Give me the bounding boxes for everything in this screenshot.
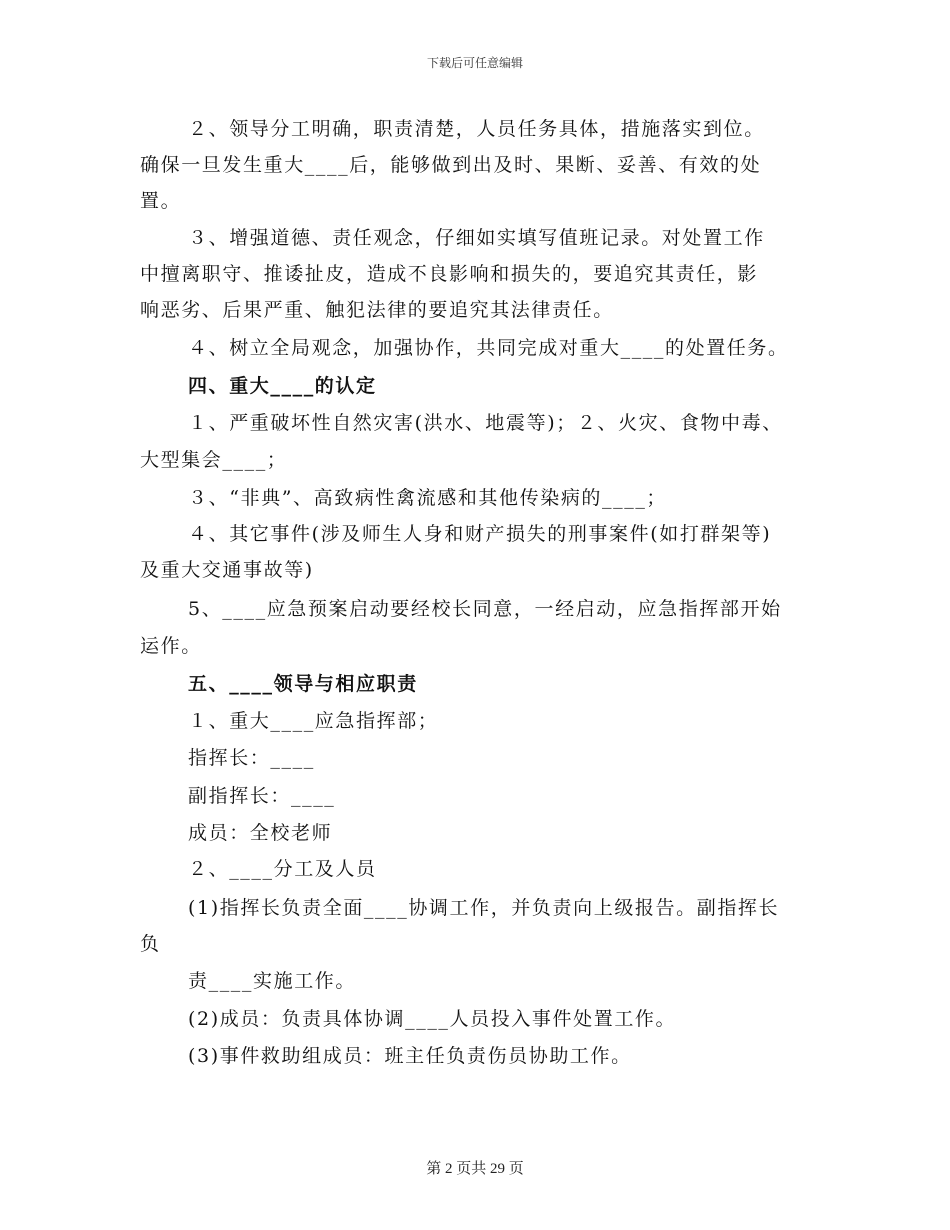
section-heading: 五、____领导与相应职责: [188, 673, 418, 695]
paragraph-line: ２、____分工及人员: [188, 858, 377, 880]
paragraph-line: 响恶劣、后果严重、触犯法律的要追究其法律责任。: [140, 299, 614, 321]
paragraph-line: 责____实施工作。: [188, 970, 357, 992]
paragraph-line: ４、其它事件(涉及师生人身和财产损失的刑事案件(如打群架等): [188, 523, 772, 545]
paragraph-line: (1)指挥长负责全面____协调工作，并负责向上级报告。副指挥长: [188, 897, 780, 919]
paragraph-line: (2)成员：负责具体协调____人员投入事件处置工作。: [188, 1008, 677, 1030]
paragraph-line: ３、增强道德、责任观念，仔细如实填写值班记录。对处置工作: [188, 227, 765, 249]
page-header: 下载后可任意编辑: [426, 56, 523, 70]
paragraph-line: １、严重破坏性自然灾害(洪水、地震等)；２、火灾、食物中毒、: [188, 412, 783, 434]
paragraph-line: 运作。: [140, 635, 202, 657]
paragraph-line: 5、____应急预案启动要经校长同意，一经启动，应急指挥部开始: [188, 598, 782, 620]
paragraph-line: (3)事件救助组成员：班主任负责伤员协助工作。: [188, 1045, 632, 1067]
paragraph-line: ２、领导分工明确，职责清楚，人员任务具体，措施落实到位。: [188, 118, 765, 140]
paragraph-line: 大型集会____；: [140, 449, 288, 471]
paragraph-line: 确保一旦发生重大____后，能够做到出及时、果断、妥善、有效的处: [140, 154, 762, 176]
paragraph-line: ４、树立全局观念，加强协作，共同完成对重大____的处置任务。: [188, 337, 789, 359]
section-heading: 四、重大____的认定: [188, 375, 377, 397]
paragraph-line: １、重大____应急指挥部；: [188, 710, 439, 732]
paragraph-line: ３、“非典”、高致病性禽流感和其他传染病的____；: [188, 487, 668, 509]
paragraph-line: 中擅离职守、推诿扯皮，造成不良影响和损失的，要追究其责任，影: [140, 263, 759, 285]
page-footer: 第 2 页共 29 页: [426, 1161, 524, 1177]
paragraph-line: 置。: [140, 190, 182, 212]
paragraph-line: 负: [140, 933, 161, 955]
paragraph-line: 及重大交通事故等): [140, 559, 314, 581]
paragraph-line: 副指挥长：____: [188, 785, 336, 807]
paragraph-line: 成员：全校老师: [188, 822, 333, 844]
paragraph-line: 指挥长：____: [188, 747, 315, 769]
